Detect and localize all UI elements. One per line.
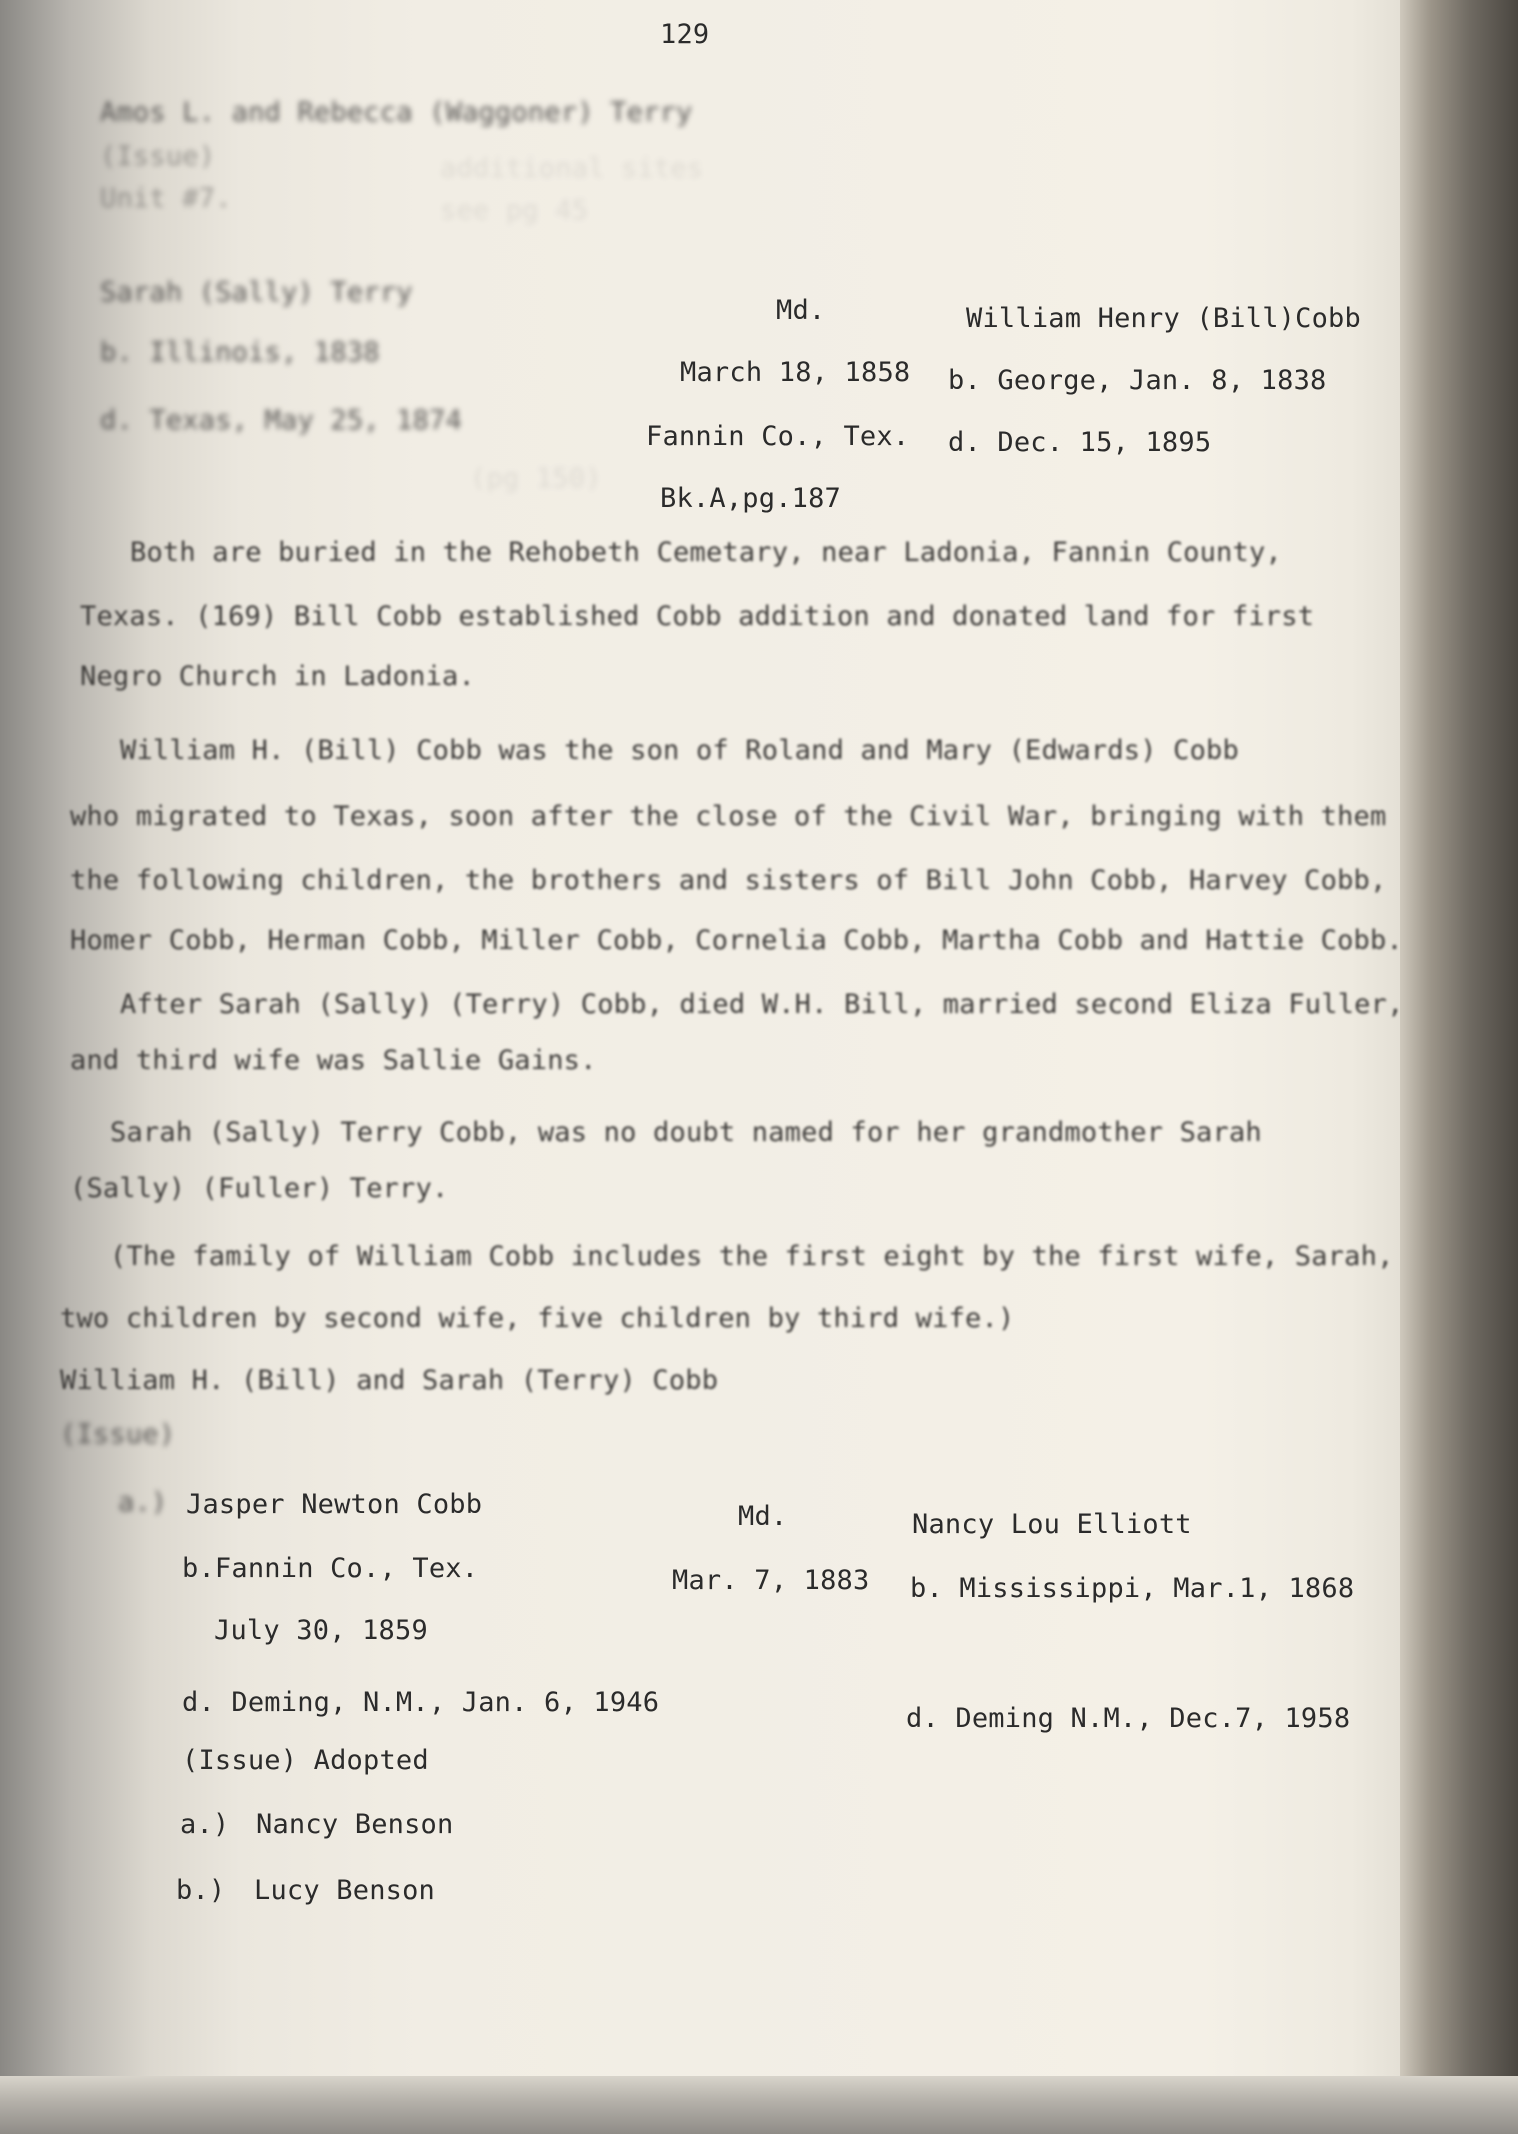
- header-unit: Unit #7.: [100, 183, 232, 214]
- child-name: Jasper Newton Cobb: [186, 1489, 483, 1520]
- married-date: March 18, 1858: [680, 357, 911, 388]
- married-place: Fannin Co., Tex.: [646, 421, 910, 452]
- paragraph-1-line-3: Negro Church in Ladonia.: [80, 661, 475, 692]
- wife-birth: b. Illinois, 1838: [100, 337, 380, 368]
- paragraph-3-line-2: and third wife was Sallie Gains.: [70, 1045, 597, 1076]
- faint-text-3: (pg 150): [470, 463, 602, 494]
- paragraph-2-line-3: the following children, the brothers and sisters of Bill John Cobb, Harvey Cobb,: [70, 865, 1387, 896]
- grandchild-b-name: Lucy Benson: [254, 1875, 436, 1906]
- paragraph-1-line-2: Texas. (169) Bill Cobb established Cobb addition and donated land for first: [80, 601, 1315, 632]
- child-death: d. Deming, N.M., Jan. 6, 1946: [182, 1687, 660, 1718]
- page-heading: Amos L. and Rebecca (Waggoner) Terry: [100, 97, 693, 128]
- faint-text-2: see pg 45: [440, 195, 589, 226]
- child-marker: a.): [118, 1487, 168, 1518]
- grandchild-a-marker: a.): [180, 1809, 230, 1840]
- grandchild-a-name: Nancy Benson: [256, 1809, 454, 1840]
- marriage-record: Bk.A,pg.187: [660, 483, 842, 514]
- paragraph-5-line-1: (The family of William Cobb includes the first eight by the first wife, Sarah,: [110, 1241, 1394, 1272]
- header-issue: (Issue): [100, 141, 216, 172]
- spouse-name: Nancy Lou Elliott: [912, 1509, 1192, 1540]
- grandchild-b-marker: b.): [176, 1875, 226, 1906]
- paragraph-2-line-4: Homer Cobb, Herman Cobb, Miller Cobb, Cornelia Cobb, Martha Cobb and Hattie Cobb.: [70, 925, 1403, 956]
- page-number: 129: [660, 19, 710, 50]
- paragraph-4-line-1: Sarah (Sally) Terry Cobb, was no doubt named for her grandmother Sarah: [110, 1117, 1262, 1148]
- family-issue: (Issue): [60, 1419, 176, 1450]
- paragraph-4-line-2: (Sally) (Fuller) Terry.: [70, 1173, 449, 1204]
- paragraph-2-line-1: William H. (Bill) Cobb was the son of Roland and Mary (Edwards) Cobb: [120, 735, 1239, 766]
- book-binding-shadow: [1400, 0, 1518, 2134]
- child-birth-date: July 30, 1859: [214, 1615, 428, 1646]
- child-married-label: Md.: [738, 1501, 788, 1532]
- wife-death: d. Texas, May 25, 1874: [100, 405, 463, 436]
- paragraph-1-line-1: Both are buried in the Rehobeth Cemetary, near Ladonia, Fannin County,: [130, 537, 1282, 568]
- husband-name: William Henry (Bill)Cobb: [966, 303, 1361, 334]
- faint-text-1: additional sites: [440, 153, 704, 184]
- paragraph-3-line-1: After Sarah (Sally) (Terry) Cobb, died W.H. Bill, married second Eliza Fuller,: [120, 989, 1404, 1020]
- page-bottom-edge: [0, 2076, 1518, 2134]
- child-birth-place: b.Fannin Co., Tex.: [182, 1553, 479, 1584]
- wife-name: Sarah (Sally) Terry: [100, 277, 413, 308]
- paragraph-2-line-2: who migrated to Texas, soon after the close of the Civil War, bringing with them: [70, 801, 1387, 832]
- child-married-date: Mar. 7, 1883: [672, 1565, 870, 1596]
- spouse-birth: b. Mississippi, Mar.1, 1868: [910, 1573, 1355, 1604]
- husband-death: d. Dec. 15, 1895: [948, 427, 1212, 458]
- husband-birth: b. George, Jan. 8, 1838: [948, 365, 1327, 396]
- spouse-death: d. Deming N.M., Dec.7, 1958: [906, 1703, 1351, 1734]
- adopted-issue-label: (Issue) Adopted: [182, 1745, 429, 1776]
- paragraph-5-line-2: two children by second wife, five children by third wife.): [60, 1303, 1015, 1334]
- family-heading: William H. (Bill) and Sarah (Terry) Cobb: [60, 1365, 719, 1396]
- married-label: Md.: [776, 295, 826, 326]
